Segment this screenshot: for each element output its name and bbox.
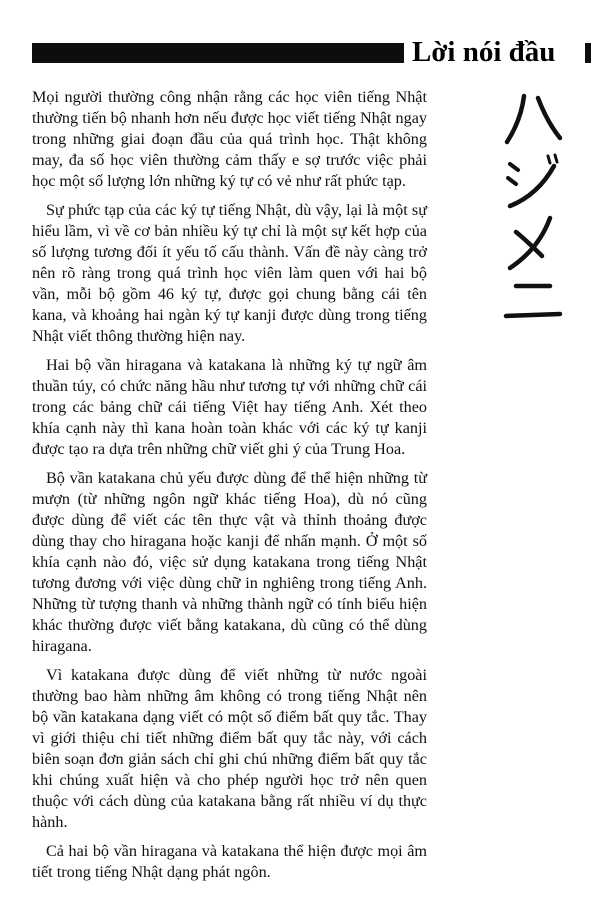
body-text bbox=[32, 87, 427, 891]
kana-me bbox=[502, 212, 564, 274]
paragraph: Vì katakana được dùng để viết những từ nước ngoài thường bao hàm những âm không có trong tiếng Nhật nên bộ vần katakana dạng viết có một số điểm bất quy tắc. Thay vì giới thiệu chi tiết những điểm bất quy tắc này, với cách biên soạn đơn giản sách chỉ ghi chú những điểm bất quy tắc khi chúng xuất hiện và cho phép người học trở nên quen thuộc với cách dùng của katakana bằng rất nhiều ví dụ thực hành. bbox=[32, 666, 427, 831]
vertical-kana-title bbox=[502, 90, 564, 328]
kana-ha bbox=[502, 90, 564, 150]
kana-ni bbox=[502, 274, 564, 328]
page-title: Lời nói đầu bbox=[412, 36, 556, 68]
kana-ji bbox=[502, 150, 564, 212]
paragraph: Sự phức tạp của các ký tự tiếng Nhật, dù vậy, lại là một sự hiểu lầm, vì về cơ bản nhiều ký tự chỉ là một sự kết hợp của số lượng tương đối ít yếu tố cấu thành. Vấn đề này càng trở nên rõ ràng trong quá trình học viên làm quen với hai bộ vần, mỗi bộ gồm 46 ký tự, được gọi chung bằng cái tên kana, và khoảng hai ngàn ký tự kanji được dùng trong tiếng Nhật viết thông thường hiện nay. bbox=[32, 201, 427, 345]
paragraph: Mọi người thường công nhận rằng các học viên tiếng Nhật thường tiến bộ nhanh hơn nếu được học viết tiếng Nhật ngay trong những giai đoạn đầu của quá trình học. Thật không may, đa số học viên thường cảm thấy e sợ trước việc phải học một số lượng lớn những ký tự có vẻ như rất phức tạp. bbox=[32, 88, 427, 190]
header-rule bbox=[32, 43, 404, 63]
paragraph: Hai bộ vần hiragana và katakana là những ký tự ngữ âm thuần túy, có chức năng hầu như tương tự với những chữ cái trong các bảng chữ cái tiếng Việt hay tiếng Anh. Xét theo khía cạnh này thì kana hoàn toàn khác với các ký tự kanji được tạo ra dựa trên những chữ viết ghi ý của Trung Hoa. bbox=[32, 356, 427, 458]
paragraph: Bộ vần katakana chủ yếu được dùng để thể hiện những từ mượn (từ những ngôn ngữ khác tiếng Hoa), dù nó cũng được dùng để viết các tên thực vật và thỉnh thoảng được dùng thay cho hiragana hoặc kanji để nhấn mạnh. Ở một số khía cạnh nào đó, việc sử dụng katakana trong tiếng Nhật tương đương với việc dùng chữ in nghiêng trong tiếng Anh. Những từ tượng thanh và những thành ngữ có tính biểu hiện khác thường được viết bằng katakana, dù cũng có thể dùng hiragana. bbox=[32, 469, 427, 655]
paragraph: Cả hai bộ vần hiragana và katakana thể hiện được mọi âm tiết trong tiếng Nhật dạng phát ngôn. bbox=[32, 842, 427, 881]
header-rule-end bbox=[585, 43, 591, 63]
